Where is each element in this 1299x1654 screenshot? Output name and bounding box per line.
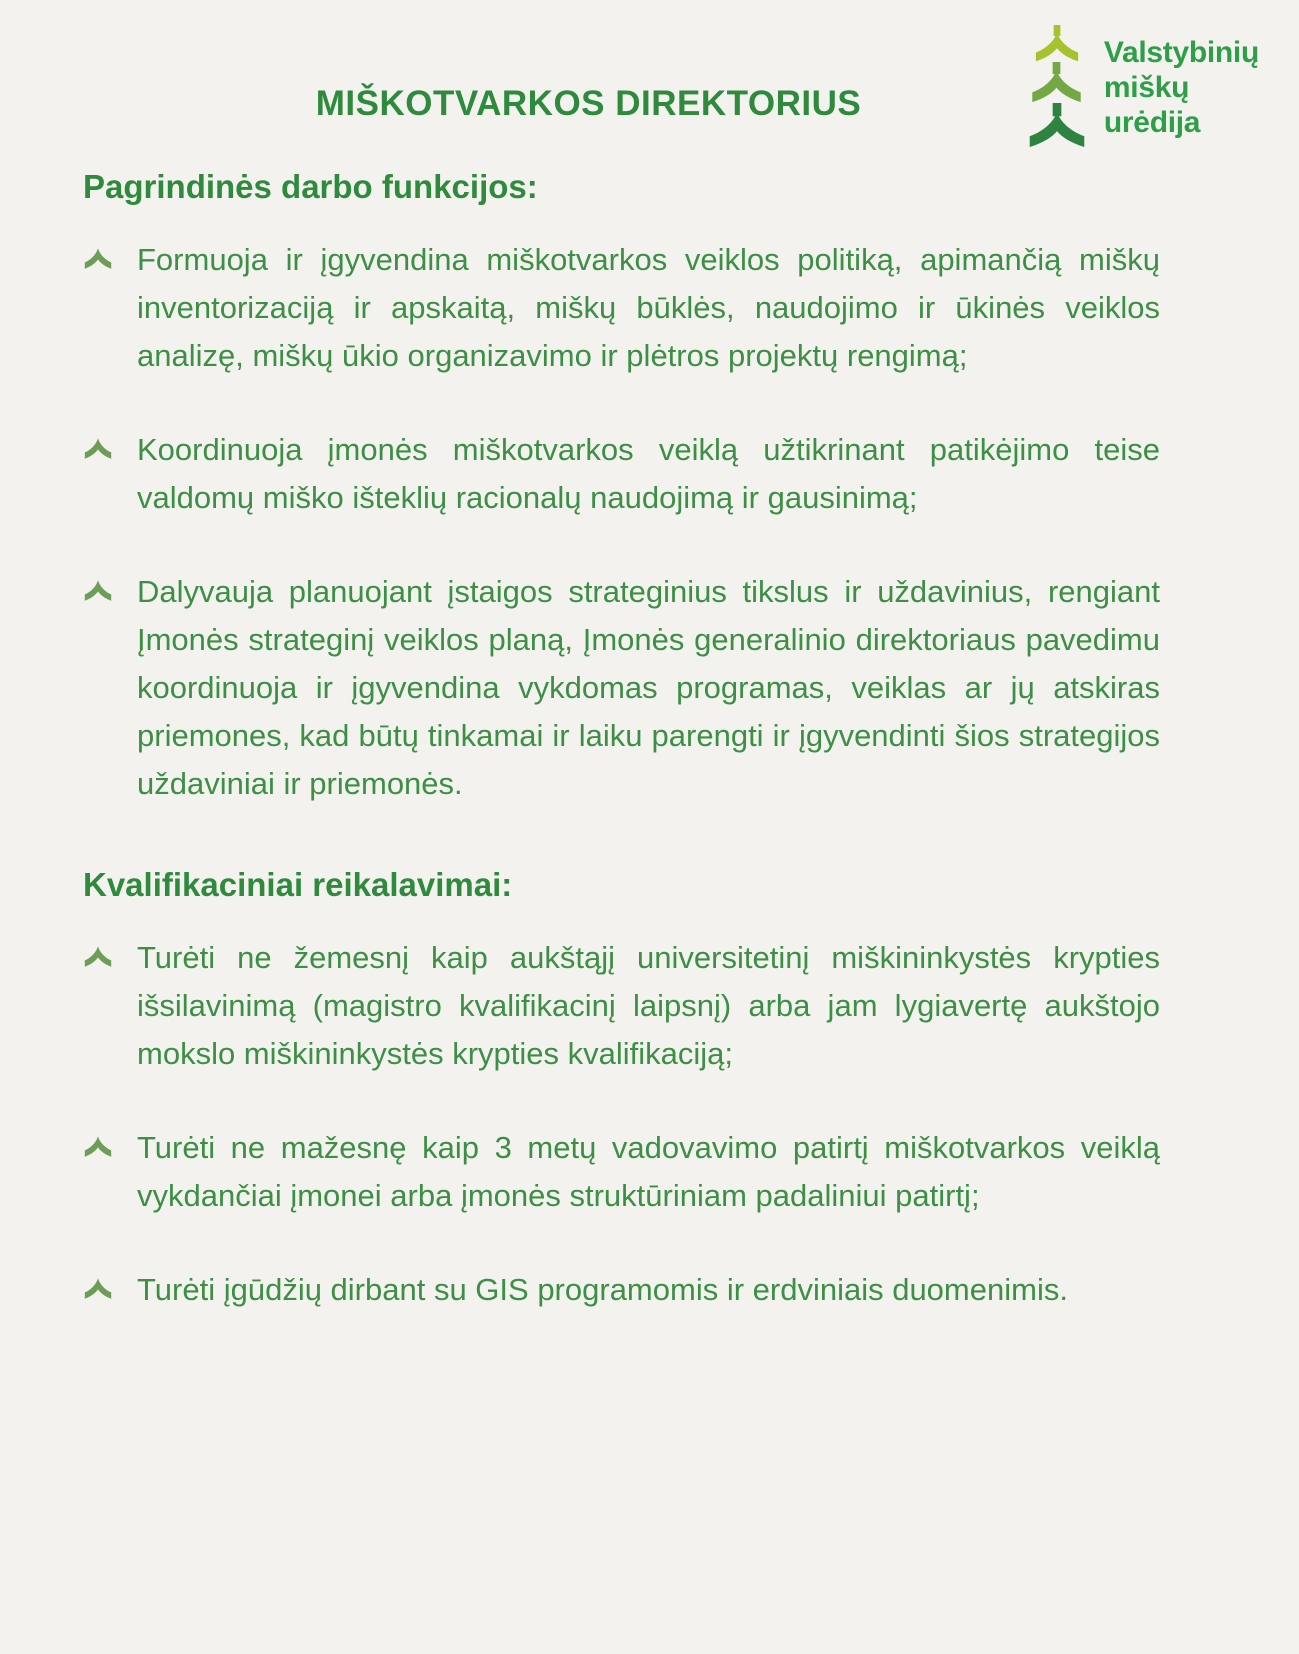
bullet-chevron-icon <box>83 437 113 460</box>
list-item <box>137 1266 1160 1314</box>
page-title: MIŠKOTVARKOS DIREKTORIUS <box>315 84 862 123</box>
bullet-chevron-icon <box>83 247 113 270</box>
list-item-text: Dalyvauja planuojant įstaigos strateginius tikslus ir uždavinius, rengiant Įmonės strateginį veiklos planą, Įmonės generalinio direktoriaus pavedimu koordinuoja ir įgyvendina vykdomas programas, veiklas ar jų atskiras priemones, kad būtų tinkamai ir laiku parengti ir įgyvendinti šios strategijos uždaviniai ir priemonės. <box>137 574 1160 801</box>
bullet-chevron-icon <box>83 1277 113 1300</box>
logo-text <box>1104 35 1259 140</box>
tree-tier-top-icon <box>1033 25 1081 63</box>
list-item-text: Formuoja ir įgyvendina miškotvarkos veiklos politiką, apimančią miškų inventorizaciją ir apskaitą, miškų būklės, naudojimo ir ūkinės veiklos analizę, miškų ūkio organizavimo ir plėtros projektų rengimą; <box>137 242 1160 373</box>
list-item-text: Turėti įgūdžių dirbant su GIS programomis ir erdviniais duomenimis. <box>137 1272 1068 1307</box>
logo-text-line3: urėdija <box>1103 106 1201 139</box>
tree-tier-middle-icon <box>1029 62 1084 104</box>
list-item <box>137 426 1160 522</box>
tree-tier-bottom-icon <box>1026 103 1088 149</box>
list-item <box>137 236 1160 380</box>
list-item-text: Turėti ne žemesnį kaip aukštąjį universitetinį miškininkystės krypties išsilavinimą (magistro kvalifikacinį laipsnį) arba jam lygiavertę aukštojo mokslo miškininkystės krypties kvalifikaciją; <box>137 940 1160 1071</box>
logo <box>1026 26 1259 149</box>
bullet-chevron-icon <box>83 945 113 968</box>
list-item <box>137 568 1160 808</box>
section-heading-functions: Pagrindinės darbo funkcijos: <box>83 168 538 205</box>
functions-list <box>83 236 1160 808</box>
bullet-chevron-icon <box>83 579 113 602</box>
qualifications-list <box>83 934 1160 1314</box>
logo-text-line1: Valstybinių <box>1103 36 1259 69</box>
bullet-chevron-icon <box>83 1135 113 1158</box>
list-item-text: Turėti ne mažesnę kaip 3 metų vadovavimo patirtį miškotvarkos veiklą vykdančiai įmonei arba įmonės struktūriniam padaliniui patirtį; <box>137 1130 1160 1213</box>
section-heading-qualifications: Kvalifikaciniai reikalavimai: <box>83 866 513 903</box>
list-item <box>137 934 1160 1078</box>
list-item <box>137 1124 1160 1220</box>
logo-text-line2: miškų <box>1103 71 1190 104</box>
list-item-text: Koordinuoja įmonės miškotvarkos veiklą užtikrinant patikėjimo teise valdomų miško išteklių racionalų naudojimą ir gausinimą; <box>137 432 1160 515</box>
tree-logo-icon <box>1026 26 1088 149</box>
